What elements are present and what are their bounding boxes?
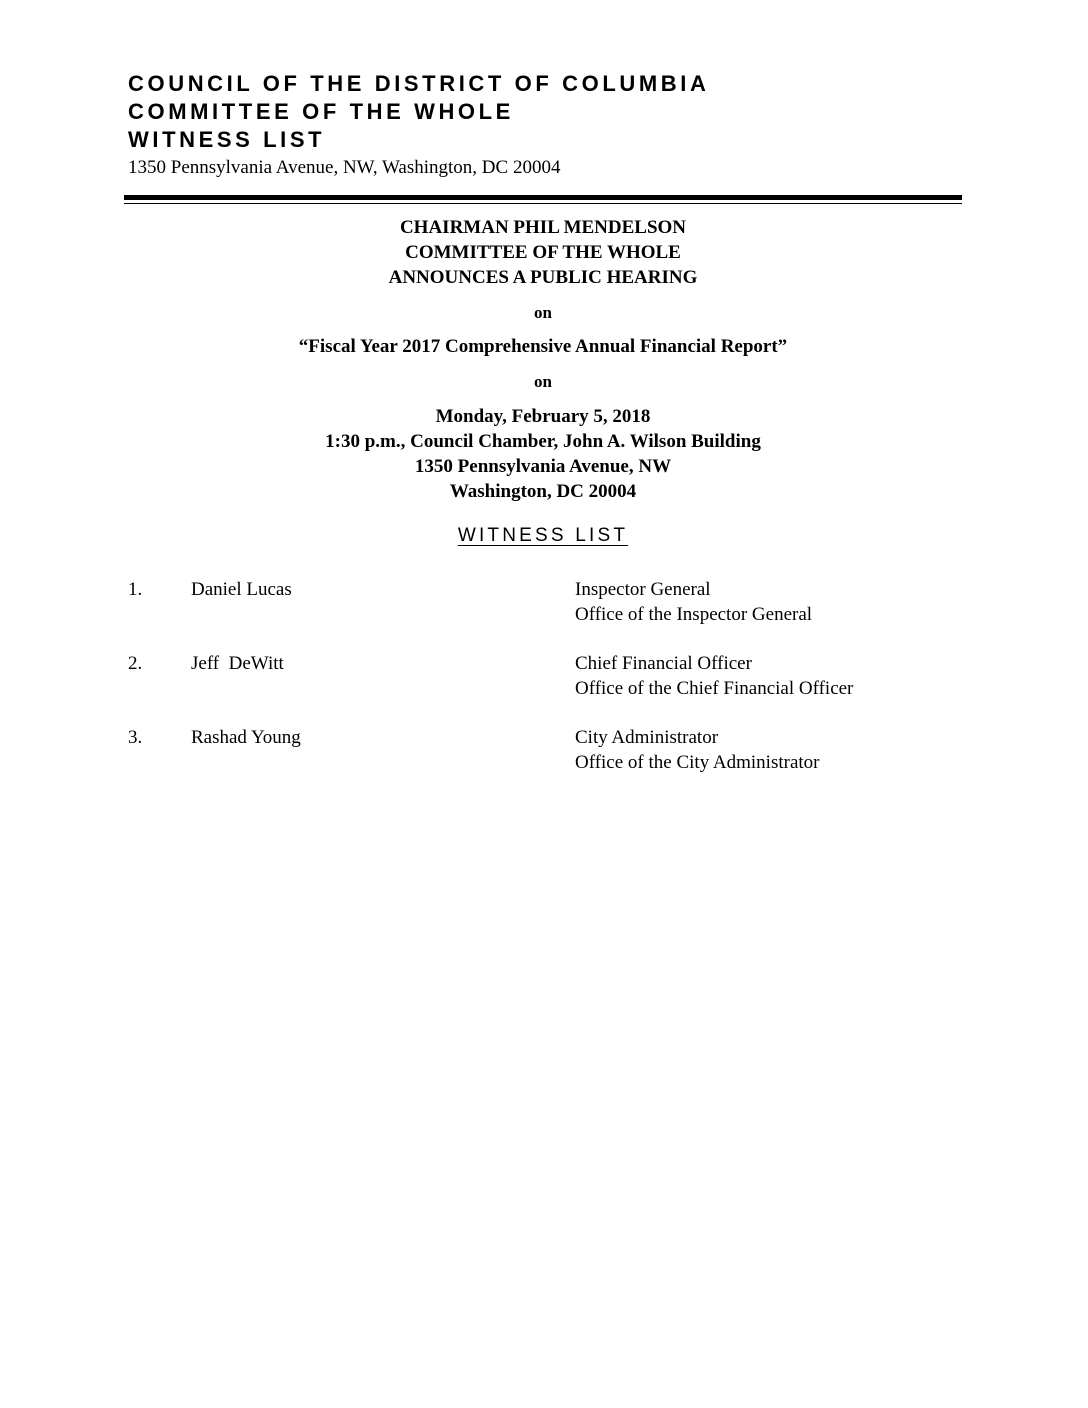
committee-name: COMMITTEE OF THE WHOLE <box>128 99 514 124</box>
witness-title: City Administrator <box>575 727 719 748</box>
witness-affiliation <box>575 651 853 701</box>
witness-name: Jeff DeWitt <box>191 653 284 674</box>
witness-title: Chief Financial Officer <box>575 653 752 674</box>
hearing-date: Monday, February 5, 2018 <box>435 406 651 427</box>
hearing-street: 1350 Pennsylvania Avenue, NW <box>414 456 672 477</box>
hearing-details <box>124 404 962 504</box>
witness-affiliation <box>575 725 820 775</box>
on-connector: on <box>534 303 552 322</box>
witness-title: Inspector General <box>575 579 711 600</box>
council-name: COUNCIL OF THE DISTRICT OF COLUMBIA <box>128 71 710 96</box>
witness-office: Office of the Chief Financial Officer <box>575 678 854 699</box>
witness-name: Daniel Lucas <box>191 579 292 600</box>
council-address: 1350 Pennsylvania Avenue, NW, Washington, DC 20004 <box>128 157 561 178</box>
letterhead <box>128 70 709 181</box>
announces-line: ANNOUNCES A PUBLIC HEARING <box>388 267 698 288</box>
hearing-announcement <box>124 215 962 290</box>
witness-office: Office of the City Administrator <box>575 752 820 773</box>
witness-number: 3. <box>128 727 143 748</box>
hearing-time-place: 1:30 p.m., Council Chamber, John A. Wilson Building <box>325 431 761 452</box>
chairman-line: CHAIRMAN PHIL MENDELSON <box>399 217 687 238</box>
on-connector: on <box>534 372 552 391</box>
header-divider-thick <box>124 195 962 200</box>
witness-name: Rashad Young <box>191 727 301 748</box>
committee-line: COMMITTEE OF THE WHOLE <box>405 242 681 263</box>
witness-list-title: WITNESS LIST <box>457 525 629 546</box>
witness-list-heading <box>124 525 962 547</box>
hearing-topic: “Fiscal Year 2017 Comprehensive Annual Financial Report” <box>298 336 788 357</box>
document-type: WITNESS LIST <box>128 127 326 152</box>
witness-office: Office of the Inspector General <box>575 604 813 625</box>
witness-affiliation <box>575 577 812 627</box>
header-divider-thin <box>124 203 962 204</box>
witness-number: 1. <box>128 579 143 600</box>
hearing-city: Washington, DC 20004 <box>449 481 637 502</box>
witness-number: 2. <box>128 653 143 674</box>
